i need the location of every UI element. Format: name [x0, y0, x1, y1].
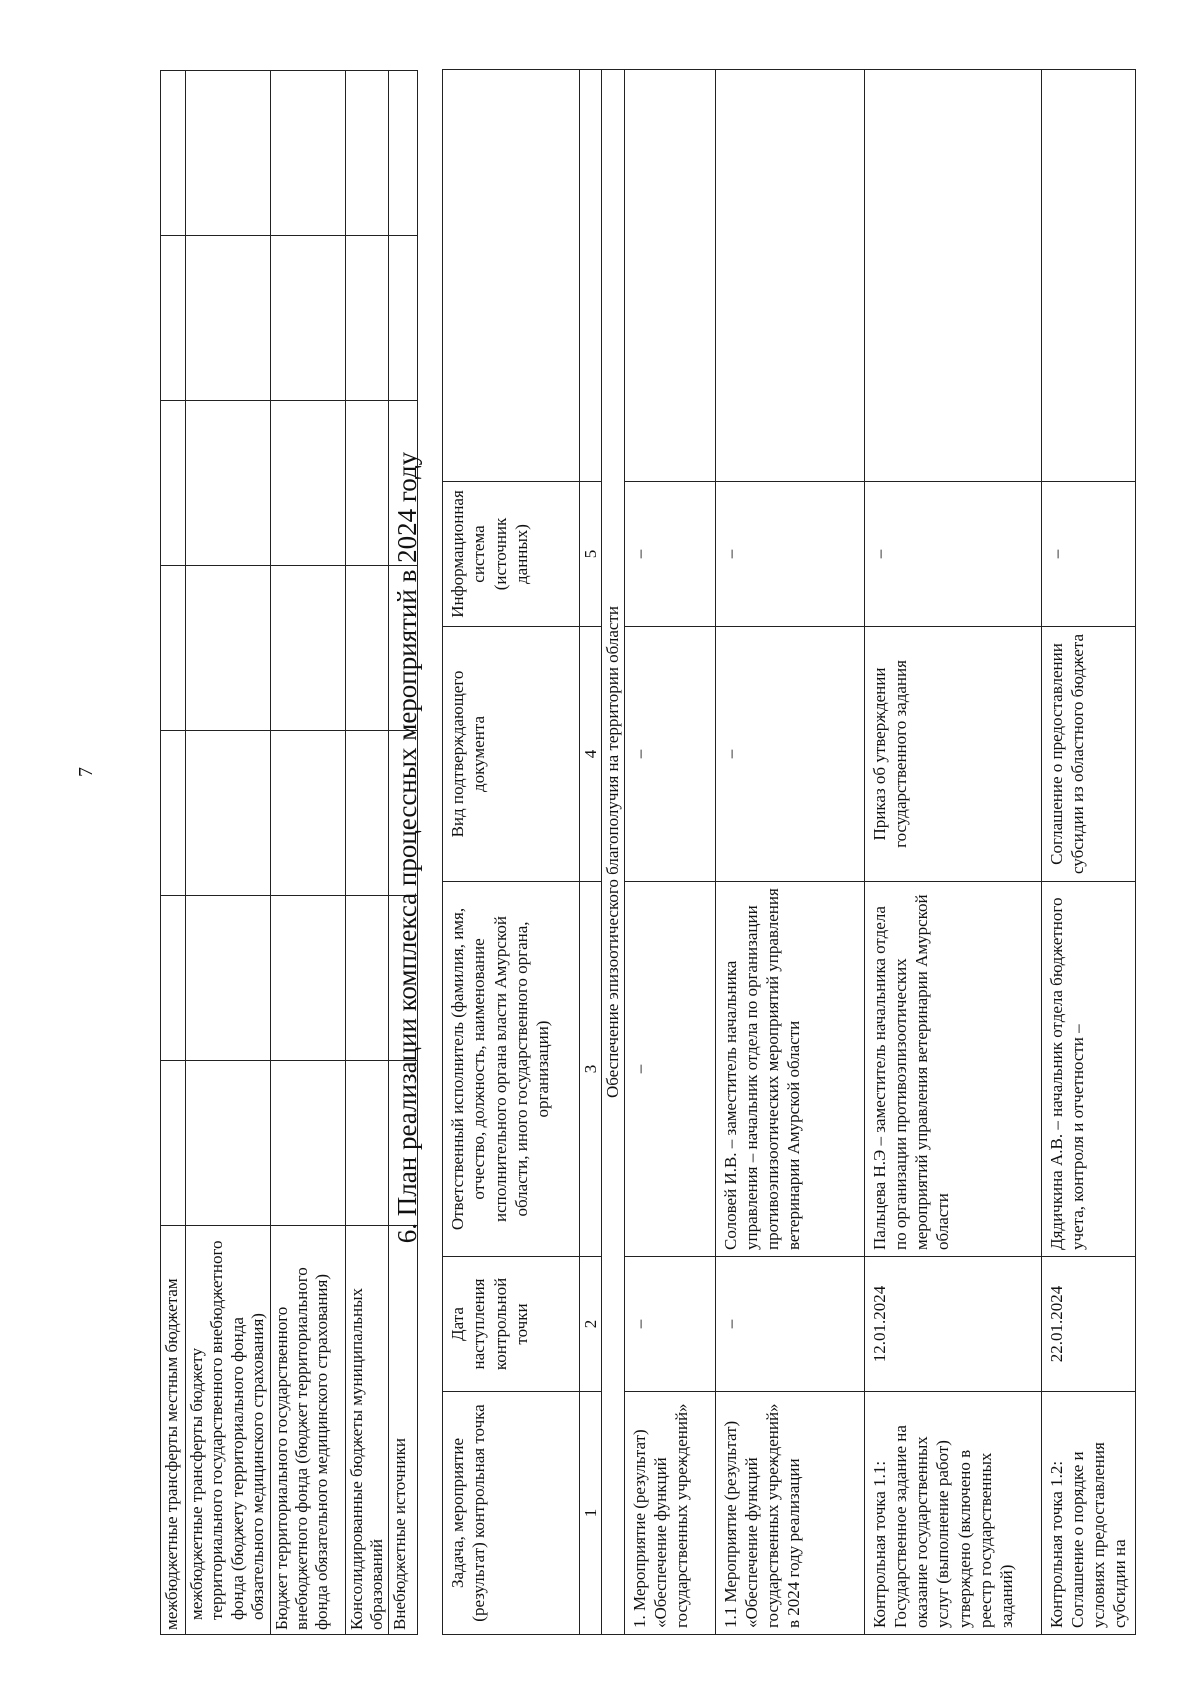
- header-document: Вид подтверждающего документа: [443, 627, 580, 882]
- section-row: [602, 70, 624, 1635]
- cell-document: Приказ об утверждении государственного задания: [864, 627, 1041, 882]
- cell-system: –: [1041, 482, 1135, 627]
- table-row: [1041, 70, 1135, 1635]
- cell-date: –: [715, 1257, 864, 1392]
- cell-document: –: [624, 627, 715, 882]
- cell-task: 1. Мероприятие (результат) «Обеспечение функций государственных учреждений»: [624, 1392, 715, 1635]
- header-task: Задача, мероприятие (результат) контрольная точка: [443, 1392, 580, 1635]
- plan-table: [442, 69, 1136, 1635]
- header-responsible: Ответственный исполнитель (фамилия, имя, отчество, должность, наименование исполнительного органа власти Амурской области, иного государственного органа, организации): [443, 882, 580, 1257]
- column-number: 3: [580, 882, 602, 1257]
- table-row: [345, 71, 389, 1635]
- column-number: 4: [580, 627, 602, 882]
- table-row: [161, 71, 186, 1635]
- cell-system: –: [715, 482, 864, 627]
- budget-row-label: Консолидированные бюджеты муниципальных образований: [345, 1226, 389, 1635]
- cell-date: 22.01.2024: [1041, 1257, 1135, 1392]
- cell-responsible: Пальцева Н.Э – заместитель начальника отдела по организации противоэпизоотических мероприятий управления ветеринарии Амурской области: [864, 882, 1041, 1257]
- section-heading: Обеспечение эпизоотического благополучия на территории области: [602, 70, 624, 1635]
- table-row: [186, 71, 271, 1635]
- cell-document: Соглашение о предоставлении субсидии из областного бюджета: [1041, 627, 1135, 882]
- cell-document: –: [715, 627, 864, 882]
- header-empty: [443, 70, 580, 482]
- cell-task: Контрольная точка 1.2: Соглашение о порядке и условиях предоставления субсидии на: [1041, 1392, 1135, 1635]
- column-number: 1: [580, 1392, 602, 1635]
- cell-responsible: Соловей И.В. – заместитель начальника управления – начальник отдела по организации противоэпизоотических мероприятий управления ветеринарии Амурской области: [715, 882, 864, 1257]
- cell-task: 1.1 Мероприятие (результат) «Обеспечение функций государственных учреждений» в 2024 году реализации: [715, 1392, 864, 1635]
- section-title: 6. План реализации комплекса процессных мероприятий в 2024 году: [392, 451, 422, 1244]
- table-row: [864, 70, 1041, 1635]
- cell-system: –: [624, 482, 715, 627]
- header-date: Дата наступления контрольной точки: [443, 1257, 580, 1392]
- column-number: 5: [580, 482, 602, 627]
- cell-system: –: [864, 482, 1041, 627]
- column-number: 2: [580, 1257, 602, 1392]
- cell-responsible: Дядичкина А.В. – начальник отдела бюджетного учета, контроля и отчетности –: [1041, 882, 1135, 1257]
- cell-date: 12.01.2024: [864, 1257, 1041, 1392]
- cell-date: –: [624, 1257, 715, 1392]
- table-row: [715, 70, 864, 1635]
- table-row: [624, 70, 715, 1635]
- column-number-row: [580, 70, 602, 1635]
- table-row: [270, 71, 345, 1635]
- table-header-row: [443, 70, 580, 1635]
- budget-sources-table: [160, 70, 418, 1635]
- cell-task: Контрольная точка 1.1: Государственное задание на оказание государственных услуг (выполнение работ) утверждено (включено в реестр государственных заданий): [864, 1392, 1041, 1635]
- budget-row-label: межбюджетные трансферты бюджету территориального государственного внебюджетного фонда (бюджету территориального фонда обязательного медицинского страхования): [186, 1226, 271, 1635]
- budget-row-label: Внебюджетные источники: [389, 1226, 418, 1635]
- header-system: Информационная система (источник данных): [443, 482, 580, 627]
- budget-row-label: межбюджетные трансферты местным бюджетам: [161, 1226, 186, 1635]
- budget-row-label: Бюджет территориального государственного внебюджетного фонда (бюджет территориального фонда обязательного медицинского страхования): [270, 1226, 345, 1635]
- cell-responsible: –: [624, 882, 715, 1257]
- page-number: 7: [75, 767, 97, 777]
